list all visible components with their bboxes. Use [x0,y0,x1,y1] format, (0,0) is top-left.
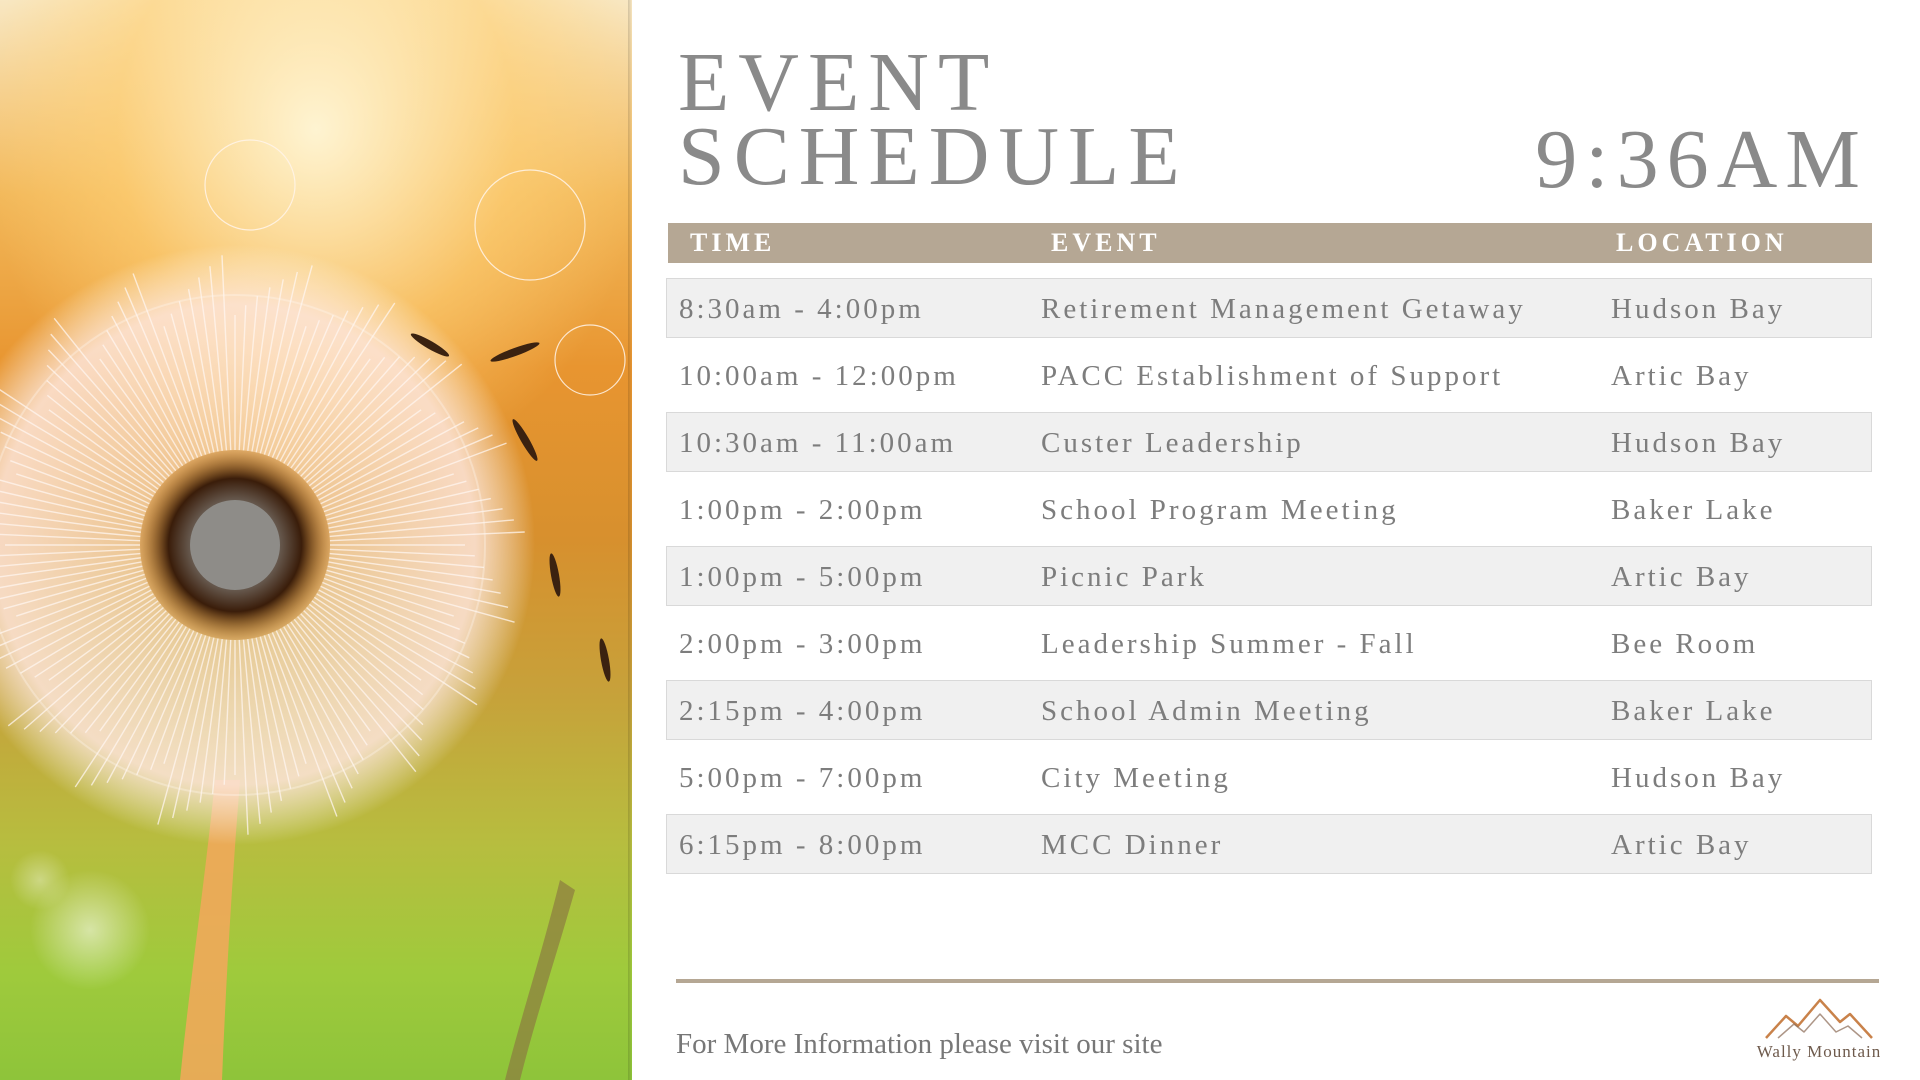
row-location: Artic Bay [1611,829,1752,861]
table-row [666,412,1872,472]
mountain-logo-icon [1764,996,1874,1042]
row-location: Hudson Bay [1611,293,1786,325]
logo-text: Wally Mountain [1756,1042,1882,1061]
row-location: Baker Lake [1611,494,1776,526]
row-event: MCC Dinner [1041,829,1224,861]
row-location: Artic Bay [1611,360,1752,392]
row-location: Baker Lake [1611,695,1776,727]
title-line-1: EVENT [678,36,999,129]
photo-divider [628,0,632,1080]
row-event: City Meeting [1041,762,1231,794]
row-time: 1:00pm - 5:00pm [679,561,926,593]
row-location: Bee Room [1611,628,1759,660]
row-event: School Program Meeting [1041,494,1399,526]
row-event: Custer Leadership [1041,427,1304,459]
current-time: 9:36AM [1535,113,1868,206]
row-location: Artic Bay [1611,561,1752,593]
column-header-event: EVENT [1051,228,1161,257]
column-header-location: LOCATION [1616,228,1788,257]
page-title [678,36,1189,203]
row-event: PACC Establishment of Support [1041,360,1504,392]
row-location: Hudson Bay [1611,762,1786,794]
schedule-table-header [668,223,1872,263]
row-time: 8:30am - 4:00pm [679,293,924,325]
column-header-time: TIME [690,228,776,257]
row-location: Hudson Bay [1611,427,1786,459]
row-time: 2:00pm - 3:00pm [679,628,926,660]
table-row [666,613,1872,673]
row-event: School Admin Meeting [1041,695,1372,727]
row-time: 6:15pm - 8:00pm [679,829,926,861]
row-time: 10:30am - 11:00am [679,427,957,459]
table-row [666,278,1872,338]
footer-divider [676,979,1879,983]
title-line-2: SCHEDULE [678,110,1189,203]
row-time: 5:00pm - 7:00pm [679,762,926,794]
table-row [666,479,1872,539]
table-row [666,680,1872,740]
schedule-table-body [666,278,1872,881]
dandelion-photo [0,0,632,1080]
wally-mountain-logo [1744,996,1894,1070]
row-event: Picnic Park [1041,561,1207,593]
dandelion-illustration [0,0,632,1080]
table-row [666,345,1872,405]
row-event: Retirement Management Getaway [1041,293,1526,325]
table-row [666,546,1872,606]
row-time: 10:00am - 12:00pm [679,360,959,392]
table-row [666,747,1872,807]
row-time: 2:15pm - 4:00pm [679,695,926,727]
row-event: Leadership Summer - Fall [1041,628,1417,660]
footer-info-text: For More Information please visit our site [676,1028,1163,1060]
row-time: 1:00pm - 2:00pm [679,494,926,526]
table-row [666,814,1872,874]
